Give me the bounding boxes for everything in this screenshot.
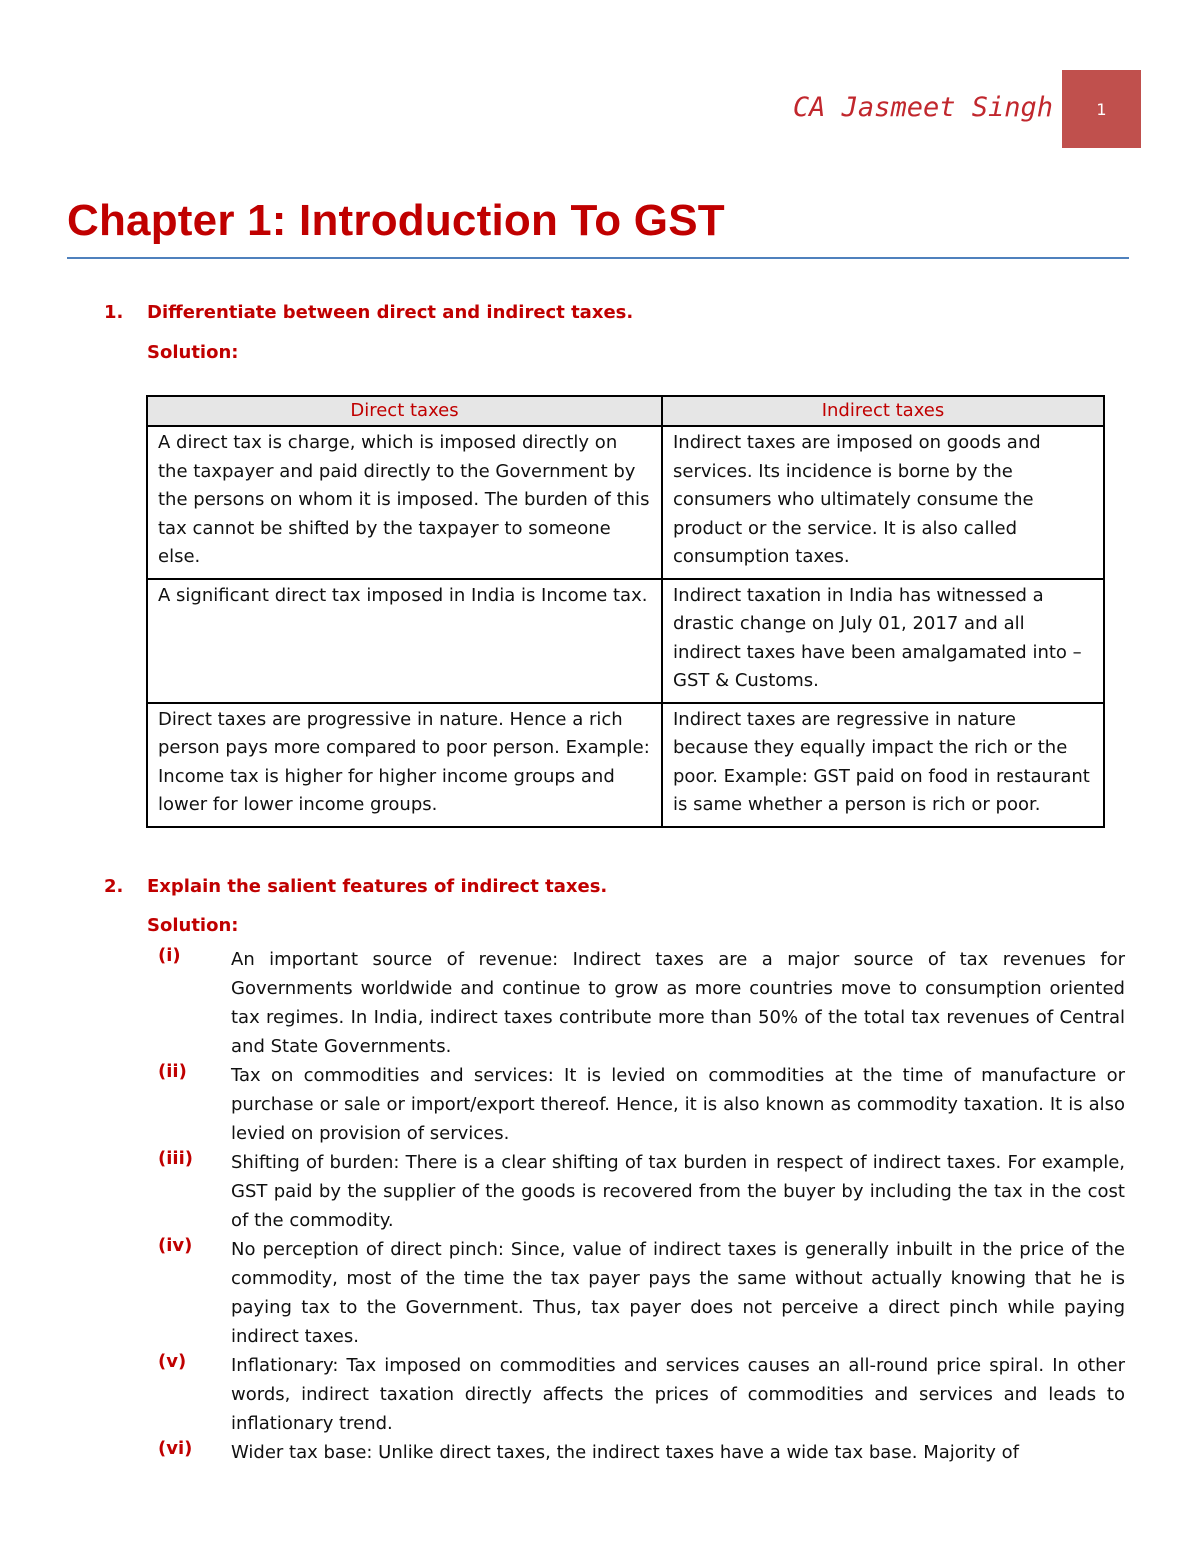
question-number: 1. xyxy=(104,302,124,323)
solution-label: Solution: xyxy=(147,342,239,363)
feature-numeral: (i) xyxy=(158,945,181,966)
solution-label: Solution: xyxy=(147,915,239,936)
table-cell: Indirect taxation in India has witnessed a drastic change on July 01, 2017 and all indirect taxes have been amalgamated into – GST & Customs. xyxy=(662,579,1104,703)
table-cell: A significant direct tax imposed in India is Income tax. xyxy=(147,579,662,703)
table-cell: Indirect taxes are imposed on goods and services. Its incidence is borne by the consumers who ultimately consume the product or the service. It is also called consumption taxes. xyxy=(662,426,1104,579)
chapter-title: Chapter 1: Introduction To GST xyxy=(67,196,725,245)
feature-text: Inflationary: Tax imposed on commodities and services causes an all-round price spiral. In other words, indirect taxation directly affects the prices of commodities and services and leads to inflationary trend. xyxy=(231,1355,1125,1434)
table-header-row xyxy=(147,396,1104,426)
direct-vs-indirect-table xyxy=(146,395,1105,828)
feature-numeral: (iv) xyxy=(158,1235,193,1256)
table-header-indirect: Indirect taxes xyxy=(662,396,1104,426)
feature-text: Tax on commodities and services: It is levied on commodities at the time of manufacture or purchase or sale or import/export thereof. Hence, it is also known as commodity taxation. It is also levied on provision of services. xyxy=(231,1065,1125,1144)
feature-numeral: (ii) xyxy=(158,1061,187,1082)
table-row xyxy=(147,426,1104,579)
feature-text: Wider tax base: Unlike direct taxes, the indirect taxes have a wide tax base. Majority of xyxy=(231,1442,1019,1463)
table-cell: A direct tax is charge, which is imposed directly on the taxpayer and paid directly to the Government by the persons on whom it is imposed. The burden of this tax cannot be shifted by the taxpayer to someone else. xyxy=(147,426,662,579)
page-number-box: 1 xyxy=(1062,70,1141,148)
feature-numeral: (vi) xyxy=(158,1438,193,1459)
question-text: Differentiate between direct and indirect taxes. xyxy=(147,302,634,323)
question-number: 2. xyxy=(104,876,124,897)
feature-text: Shifting of burden: There is a clear shifting of tax burden in respect of indirect taxes. For example, GST paid by the supplier of the goods is recovered from the buyer by including the tax in the cost of the commodity. xyxy=(231,1152,1125,1231)
table-cell: Indirect taxes are regressive in nature because they equally impact the rich or the poor. Example: GST paid on food in restaurant is same whether a person is rich or poor. xyxy=(662,703,1104,827)
feature-numeral: (v) xyxy=(158,1351,187,1372)
feature-text: No perception of direct pinch: Since, value of indirect taxes is generally inbuilt in the price of the commodity, most of the time the tax payer pays the same without actually knowing that he is paying tax to the Government. Thus, tax payer does not perceive a direct pinch while paying indirect taxes. xyxy=(231,1239,1125,1347)
table-cell: Direct taxes are progressive in nature. Hence a rich person pays more compared to poor person. Example: Income tax is higher for higher income groups and lower for lower income groups. xyxy=(147,703,662,827)
feature-numeral: (iii) xyxy=(158,1148,193,1169)
table-row xyxy=(147,703,1104,827)
question-text: Explain the salient features of indirect taxes. xyxy=(147,876,608,897)
title-underline xyxy=(67,257,1129,259)
author-name: CA Jasmeet Singh xyxy=(792,92,1053,123)
feature-text: An important source of revenue: Indirect taxes are a major source of tax revenues for Governments worldwide and continue to grow as more countries move to consumption oriented tax regimes. In India, indirect taxes contribute more than 50% of the total tax revenues of Central and State Governments. xyxy=(231,949,1125,1057)
table-row xyxy=(147,579,1104,703)
table-header-direct: Direct taxes xyxy=(147,396,662,426)
